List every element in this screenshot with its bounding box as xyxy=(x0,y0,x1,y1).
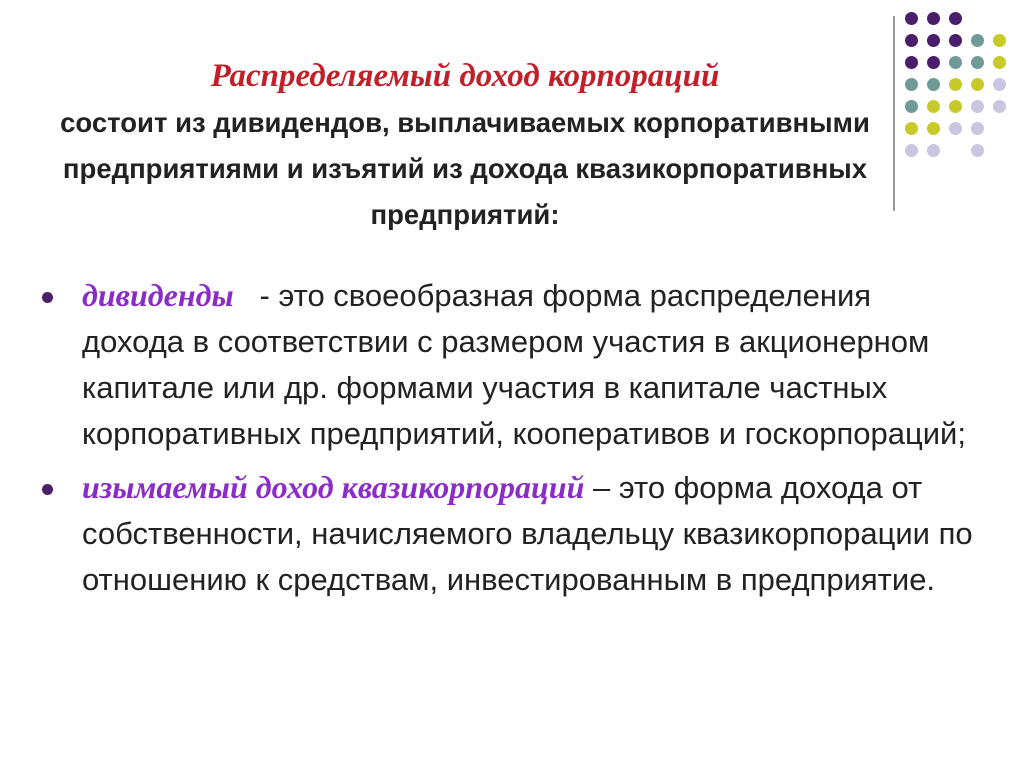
decorative-dot xyxy=(927,144,940,157)
decorative-dot xyxy=(927,100,940,113)
decorative-divider-line xyxy=(893,16,895,211)
decorative-dot xyxy=(971,34,984,47)
decorative-dot xyxy=(927,122,940,135)
decorative-dot xyxy=(993,78,1006,91)
decorative-dot xyxy=(927,56,940,69)
bullet-list xyxy=(40,272,980,610)
bullet-item-dividends xyxy=(40,272,980,457)
decorative-dot xyxy=(905,144,918,157)
decorative-dot xyxy=(905,12,918,25)
decorative-dot xyxy=(971,122,984,135)
decorative-dot xyxy=(927,12,940,25)
decorative-dot xyxy=(949,122,962,135)
decorative-dot xyxy=(971,78,984,91)
decorative-dot xyxy=(927,78,940,91)
decorative-dot xyxy=(949,12,962,25)
decorative-dot-grid xyxy=(905,12,1017,172)
decorative-dot xyxy=(971,100,984,113)
bullet-dot-icon xyxy=(42,292,53,303)
decorative-dot xyxy=(993,34,1006,47)
decorative-dot xyxy=(927,34,940,47)
slide-heading xyxy=(40,53,890,238)
decorative-dot xyxy=(905,122,918,135)
decorative-dot xyxy=(949,34,962,47)
bullet-dot-icon xyxy=(42,484,53,495)
bullet-text: – это форма дохода от собственности, начисляемого владельцу квазикорпорации по отношению к средствам, инвестированным в предприятие. xyxy=(82,470,973,597)
decorative-dot xyxy=(993,56,1006,69)
decorative-dot xyxy=(905,34,918,47)
bullet-text: - это своеобразная форма распределения дохода в соответствии с размером участия в акционерном капитале или др. формами участия в капитале частных корпоративных предприятий, кооперативов и госкорпораций; xyxy=(82,278,966,451)
decorative-dot xyxy=(905,78,918,91)
bullet-gap xyxy=(584,470,593,505)
heading-description: состоит из дивидендов, выплачиваемых корпоративными предприятиями и изъятий из дохода квазикорпоративных предприятий: xyxy=(60,107,870,230)
bullet-gap xyxy=(234,278,260,313)
heading-title: Распределяемый доход корпораций xyxy=(210,58,720,94)
decorative-dot xyxy=(949,100,962,113)
decorative-dot xyxy=(949,78,962,91)
decorative-dot xyxy=(949,56,962,69)
bullet-term: дивиденды xyxy=(82,277,234,313)
bullet-item-quasi-corporate-income xyxy=(40,464,980,603)
decorative-dot xyxy=(971,56,984,69)
bullet-term: изымаемый доход квазикорпораций xyxy=(82,469,585,505)
decorative-dot xyxy=(993,100,1006,113)
decorative-dot xyxy=(905,100,918,113)
decorative-dot xyxy=(905,56,918,69)
decorative-dot xyxy=(971,144,984,157)
